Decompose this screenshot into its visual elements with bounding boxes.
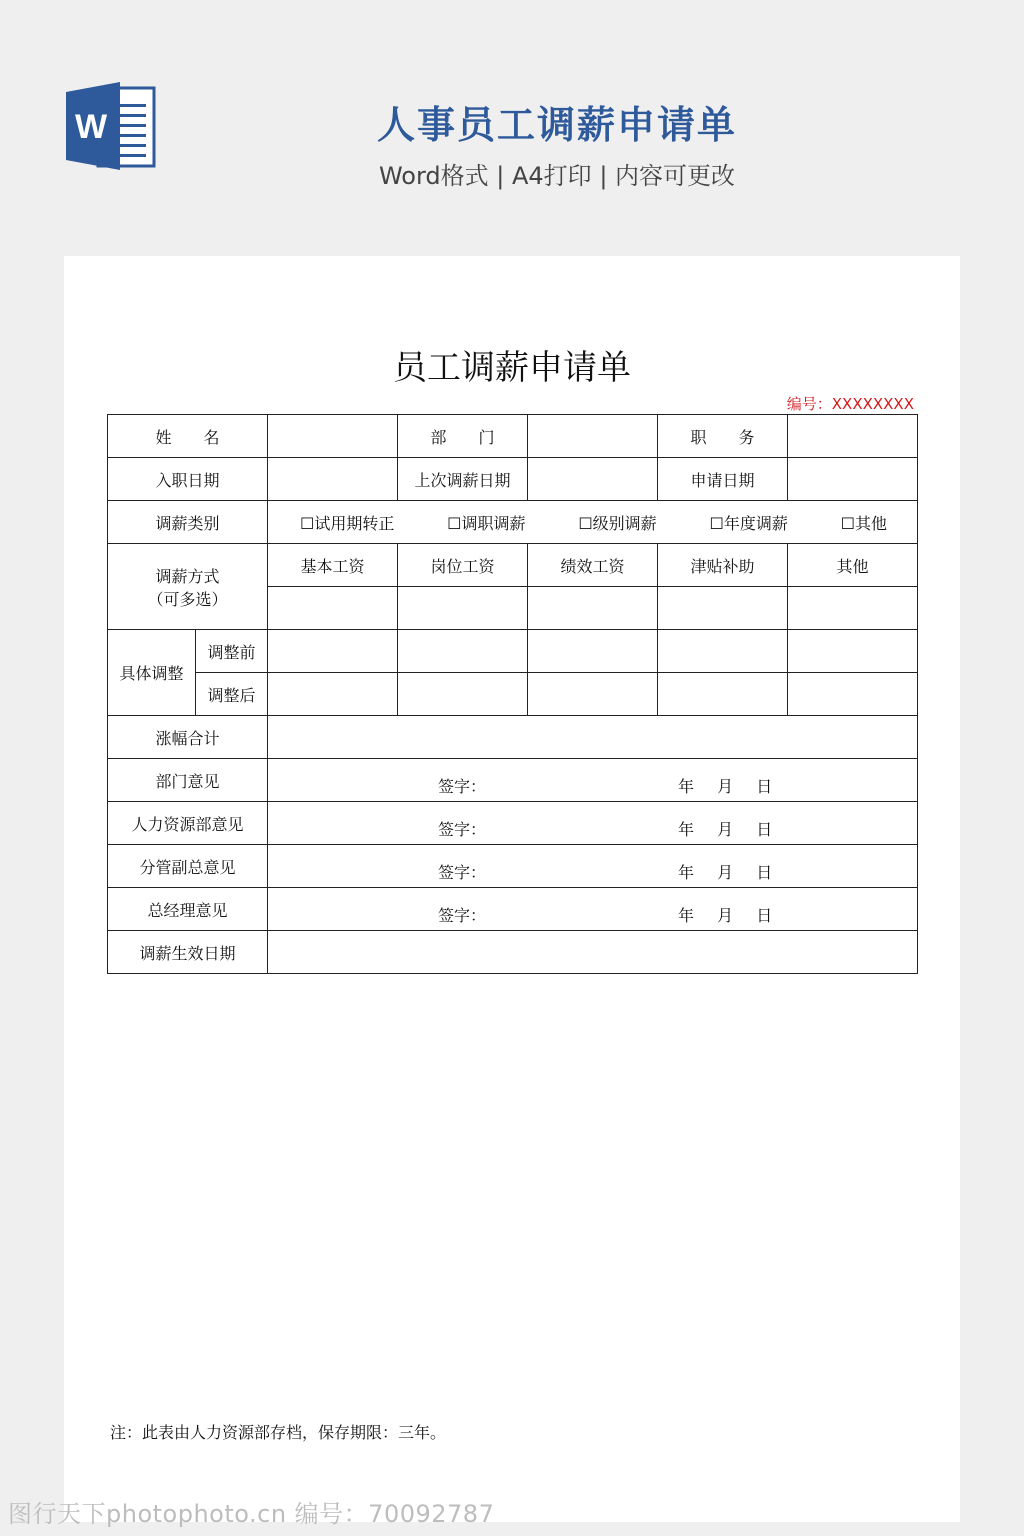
watermark-text: 图行天下photophoto.cn 编号：70092787: [8, 1500, 495, 1528]
before-field[interactable]: [398, 630, 528, 673]
hire-date-label: 入职日期: [108, 458, 268, 501]
table-row: [108, 845, 918, 888]
method-label-line: 调薪方式: [155, 566, 220, 586]
category-checkbox[interactable]: ☐试用期转正: [300, 513, 395, 533]
hr-opinion-label: 人力资源部意见: [108, 802, 268, 845]
category-label: 调薪类别: [108, 501, 268, 544]
effective-date-field[interactable]: [268, 931, 918, 974]
category-checkbox[interactable]: ☐级别调薪: [578, 513, 657, 533]
date-label: 年 月 日: [678, 906, 773, 925]
method-label-note: （可多选）: [147, 589, 228, 609]
gm-opinion-field[interactable]: [268, 888, 918, 931]
dept-field[interactable]: [528, 415, 658, 458]
signature-label: 签字：: [438, 777, 487, 796]
name-field[interactable]: [268, 415, 398, 458]
last-adjust-date-field[interactable]: [528, 458, 658, 501]
total-increase-field[interactable]: [268, 716, 918, 759]
after-label: 调整后: [196, 673, 268, 716]
table-row: [108, 931, 918, 974]
table-row: [108, 501, 918, 544]
date-label: 年 月 日: [678, 820, 773, 839]
effective-date-label: 调薪生效日期: [108, 931, 268, 974]
apply-date-label: 申请日期: [658, 458, 788, 501]
method-field[interactable]: [268, 587, 398, 630]
document-page: [64, 256, 960, 1522]
table-row: [108, 458, 918, 501]
method-header: 基本工资: [268, 544, 398, 587]
after-field[interactable]: [398, 673, 528, 716]
table-row: [108, 888, 918, 931]
method-header: 其他: [788, 544, 918, 587]
before-label: 调整前: [196, 630, 268, 673]
apply-date-field[interactable]: [788, 458, 918, 501]
category-checkbox[interactable]: ☐年度调薪: [709, 513, 788, 533]
table-row: [108, 630, 918, 673]
date-label: 年 月 日: [678, 863, 773, 882]
method-header: 岗位工资: [398, 544, 528, 587]
total-increase-label: 涨幅合计: [108, 716, 268, 759]
vp-opinion-field[interactable]: [268, 845, 918, 888]
after-field[interactable]: [788, 673, 918, 716]
dept-opinion-label: 部门意见: [108, 759, 268, 802]
position-field[interactable]: [788, 415, 918, 458]
table-row: [108, 415, 918, 458]
method-header: 绩效工资: [528, 544, 658, 587]
table-row: [108, 716, 918, 759]
before-field[interactable]: [268, 630, 398, 673]
table-row: [108, 802, 918, 845]
banner-title: 人事员工调薪申请单: [376, 103, 737, 147]
vp-opinion-label: 分管副总意见: [108, 845, 268, 888]
after-field[interactable]: [658, 673, 788, 716]
method-field[interactable]: [398, 587, 528, 630]
method-field[interactable]: [528, 587, 658, 630]
detail-label: 具体调整: [108, 630, 196, 716]
hr-opinion-field[interactable]: [268, 802, 918, 845]
after-field[interactable]: [268, 673, 398, 716]
signature-label: 签字：: [438, 906, 487, 925]
last-adjust-date-label: 上次调薪日期: [398, 458, 528, 501]
salary-adjustment-form: [107, 414, 918, 974]
hire-date-field[interactable]: [268, 458, 398, 501]
banner-subtitle: Word格式 | A4打印 | 内容可更改: [378, 162, 736, 190]
document-title: 员工调薪申请单: [393, 348, 631, 388]
before-field[interactable]: [658, 630, 788, 673]
document-number: 编号：XXXXXXXX: [786, 395, 914, 413]
category-checkbox[interactable]: ☐调职调薪: [447, 513, 526, 533]
date-label: 年 月 日: [678, 777, 773, 796]
category-checkbox[interactable]: ☐其他: [840, 513, 887, 533]
method-field[interactable]: [658, 587, 788, 630]
dept-opinion-field[interactable]: [268, 759, 918, 802]
table-row: [108, 759, 918, 802]
after-field[interactable]: [528, 673, 658, 716]
category-options: [268, 501, 918, 544]
method-field[interactable]: [788, 587, 918, 630]
method-label: [108, 544, 268, 630]
name-label: 姓 名: [108, 415, 268, 458]
signature-label: 签字：: [438, 820, 487, 839]
banner: [0, 0, 1024, 255]
position-label: 职 务: [658, 415, 788, 458]
before-field[interactable]: [528, 630, 658, 673]
gm-opinion-label: 总经理意见: [108, 888, 268, 931]
table-row: [108, 673, 918, 716]
archive-note: 注：此表由人力资源部存档，保存期限：三年。: [110, 1423, 447, 1442]
table-row: [108, 544, 918, 587]
before-field[interactable]: [788, 630, 918, 673]
svg-text:W: W: [74, 108, 108, 146]
word-document-icon: [64, 82, 156, 170]
method-header: 津贴补助: [658, 544, 788, 587]
signature-label: 签字：: [438, 863, 487, 882]
dept-label: 部 门: [398, 415, 528, 458]
